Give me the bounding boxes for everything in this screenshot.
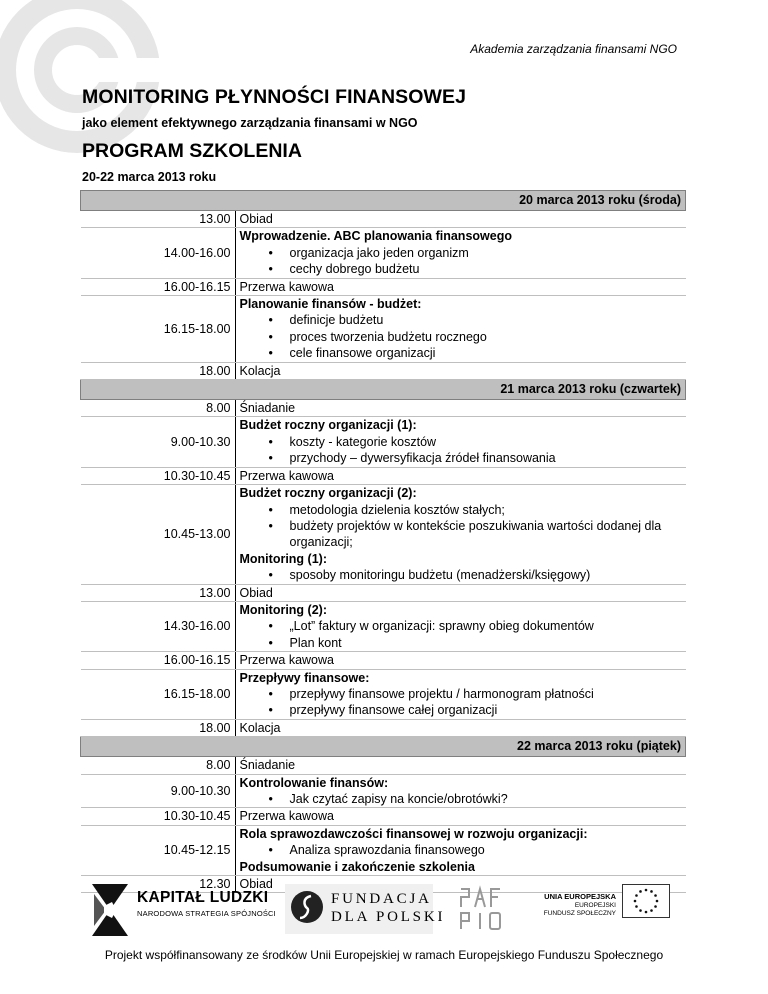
session-row xyxy=(81,467,686,484)
session-title: Monitoring (2): xyxy=(239,602,327,617)
session-label: Obiad xyxy=(239,877,273,892)
session-content xyxy=(235,485,686,584)
session-label: Obiad xyxy=(239,212,273,226)
session-topic: • definicje budżetu xyxy=(290,312,686,328)
eu-star-icon xyxy=(650,909,653,912)
session-label: Śniadanie xyxy=(239,758,296,773)
session-topic: • metodologia dzielenia kosztów stałych; xyxy=(290,502,686,518)
session-time: 10.30-10.45 xyxy=(81,808,236,825)
session-topic: • Jak czytać zapisy na koncie/obrotówki? xyxy=(290,791,686,807)
session-label: Kolacja xyxy=(239,363,281,378)
session-topic: • Analiza sprawozdania finansowego xyxy=(290,842,686,858)
ue-logo-line1: UNIA EUROPEJSKA xyxy=(544,892,616,901)
session-row xyxy=(81,774,686,808)
document-title: MONITORING PŁYNNOŚCI FINANSOWEJ xyxy=(82,86,467,108)
eu-star-icon xyxy=(639,890,642,893)
session-label: Przerwa kawowa xyxy=(239,468,334,483)
session-time: 12.30 xyxy=(81,876,236,893)
session-time: 10.45-12.15 xyxy=(81,825,236,875)
day-header-row xyxy=(81,737,686,757)
session-title: Monitoring (1): xyxy=(239,551,327,566)
session-label: Przerwa kawowa xyxy=(239,809,334,824)
session-content xyxy=(235,808,686,825)
program-title: PROGRAM SZKOLENIA xyxy=(82,140,302,162)
footer-cofinancing-note: Projekt współfinansowany ze środków Unii Europejskiej w ramach Europejskiego Funduszu Społecznego xyxy=(104,948,664,962)
session-label: Przerwa kawowa xyxy=(239,653,334,668)
day-header: 22 marca 2013 roku (piątek) xyxy=(81,737,686,757)
session-label: Przerwa kawowa xyxy=(239,279,334,294)
session-content xyxy=(235,278,686,295)
session-time: 14.00-16.00 xyxy=(81,228,236,278)
session-topic: • przychody – dywersyfikacja źródeł finansowania xyxy=(290,450,686,466)
session-content xyxy=(235,211,686,228)
session-title: Budżet roczny organizacji (1): xyxy=(239,418,417,433)
eu-star-icon xyxy=(645,889,648,892)
session-title: Podsumowanie i zakończenie szkolenia xyxy=(239,859,475,874)
session-time: 16.15-18.00 xyxy=(81,669,236,719)
session-topic: • sposoby monitoringu budżetu (menadżerski/księgowy) xyxy=(290,567,686,583)
session-content xyxy=(235,825,686,875)
day-header: 20 marca 2013 roku (środa) xyxy=(81,191,686,211)
session-content xyxy=(235,362,686,379)
session-row xyxy=(81,485,686,584)
kapital-ludzki-name: KAPITAŁ LUDZKI xyxy=(137,889,269,906)
session-content xyxy=(235,669,686,719)
session-row xyxy=(81,362,686,379)
session-topic: • budżety projektów w kontekście poszukiwania wartości dodanej dla organizacji; xyxy=(290,518,686,551)
day-header-row xyxy=(81,380,686,400)
session-topic-list xyxy=(240,686,686,719)
session-label: Śniadanie xyxy=(239,401,296,416)
session-topic: • cechy dobrego budżetu xyxy=(290,261,686,277)
session-time: 9.00-10.30 xyxy=(81,417,236,467)
eu-star-icon xyxy=(654,894,657,897)
session-time: 10.30-10.45 xyxy=(81,467,236,484)
ue-logo-line2: EUROPEJSKI xyxy=(574,902,616,909)
session-topic-list xyxy=(240,502,686,551)
eu-star-icon xyxy=(635,894,638,897)
eu-star-icon xyxy=(634,900,637,903)
session-topic: • „Lot” faktury w organizacji: sprawny obieg dokumentów xyxy=(290,618,686,634)
session-row xyxy=(81,296,686,363)
eu-flag-icon xyxy=(622,884,670,918)
session-content xyxy=(235,757,686,774)
schedule-table xyxy=(80,190,686,893)
session-topic-list xyxy=(240,791,686,807)
training-dates: 20-22 marca 2013 roku xyxy=(82,170,217,184)
session-row xyxy=(81,719,686,736)
session-time: 8.00 xyxy=(81,757,236,774)
session-time: 13.00 xyxy=(81,211,236,228)
session-content xyxy=(235,719,686,736)
session-time: 16.00-16.15 xyxy=(81,278,236,295)
session-label: Kolacja xyxy=(239,720,281,735)
session-content xyxy=(235,228,686,278)
eu-star-icon xyxy=(656,900,659,903)
eu-star-icon xyxy=(650,890,653,893)
session-content xyxy=(235,417,686,467)
session-time: 8.00 xyxy=(81,400,236,417)
session-content xyxy=(235,400,686,417)
eu-star-icon xyxy=(645,911,648,914)
session-content xyxy=(235,467,686,484)
session-row xyxy=(81,825,686,875)
fundacja-name-line2: DLA POLSKI xyxy=(331,909,446,925)
session-title: Wprowadzenie. ABC planowania finansowego xyxy=(239,229,512,244)
session-topic: • koszty - kategorie kosztów xyxy=(290,434,686,450)
session-topic: • organizacja jako jeden organizm xyxy=(290,245,686,261)
kapital-ludzki-logo-icon xyxy=(92,884,128,936)
day-header-row xyxy=(81,191,686,211)
session-title: Przepływy finansowe: xyxy=(239,670,370,685)
eu-star-icon xyxy=(635,905,638,908)
session-row xyxy=(81,228,686,278)
session-row xyxy=(81,400,686,417)
session-row xyxy=(81,808,686,825)
session-topic-list xyxy=(240,312,686,361)
session-topic-list xyxy=(240,842,686,858)
session-topic-list xyxy=(240,245,686,278)
session-topic: • cele finansowe organizacji xyxy=(290,345,686,361)
session-content xyxy=(235,652,686,669)
session-content xyxy=(235,774,686,808)
session-row xyxy=(81,669,686,719)
session-time: 14.30-16.00 xyxy=(81,601,236,651)
ue-logo-line3: FUNDUSZ SPOŁECZNY xyxy=(543,910,616,917)
session-topic: • przepływy finansowe projektu / harmonogram płatności xyxy=(290,686,686,702)
session-topic: • Plan kont xyxy=(290,635,686,651)
session-row xyxy=(81,652,686,669)
day-header: 21 marca 2013 roku (czwartek) xyxy=(81,380,686,400)
session-label: Obiad xyxy=(239,585,273,600)
session-topic: • proces tworzenia budżetu rocznego xyxy=(290,329,686,345)
session-time: 9.00-10.30 xyxy=(81,774,236,808)
session-topic-list xyxy=(240,434,686,467)
eu-star-icon xyxy=(639,909,642,912)
session-time: 13.00 xyxy=(81,584,236,601)
kapital-ludzki-subtitle: NARODOWA STRATEGIA SPÓJNOŚCI xyxy=(137,909,276,918)
session-topic-list xyxy=(240,618,686,651)
session-time: 10.45-13.00 xyxy=(81,485,236,584)
header-note: Akademia zarządzania finansami NGO xyxy=(470,42,677,56)
session-row xyxy=(81,417,686,467)
fundacja-mark-icon xyxy=(290,890,324,924)
session-time: 18.00 xyxy=(81,362,236,379)
session-content xyxy=(235,296,686,363)
session-time: 16.15-18.00 xyxy=(81,296,236,363)
session-title: Kontrolowanie finansów: xyxy=(239,775,389,790)
session-row xyxy=(81,278,686,295)
session-topic: • przepływy finansowe całej organizacji xyxy=(290,702,686,718)
document-subtitle: jako element efektywnego zarządzania finansami w NGO xyxy=(82,116,418,130)
paf-pio-logo-icon xyxy=(458,885,506,933)
session-title: Budżet roczny organizacji (2): xyxy=(239,486,417,501)
session-title: Rola sprawozdawczości finansowej w rozwoju organizacji: xyxy=(239,826,588,841)
session-row xyxy=(81,601,686,651)
eu-star-icon xyxy=(654,905,657,908)
fundacja-name-line1: FUNDACJA xyxy=(331,891,432,907)
session-time: 16.00-16.15 xyxy=(81,652,236,669)
session-topic-list xyxy=(240,567,686,583)
session-content xyxy=(235,601,686,651)
session-content xyxy=(235,584,686,601)
session-time: 18.00 xyxy=(81,719,236,736)
session-row xyxy=(81,211,686,228)
session-row xyxy=(81,757,686,774)
session-row xyxy=(81,584,686,601)
session-title: Planowanie finansów - budżet: xyxy=(239,297,422,312)
